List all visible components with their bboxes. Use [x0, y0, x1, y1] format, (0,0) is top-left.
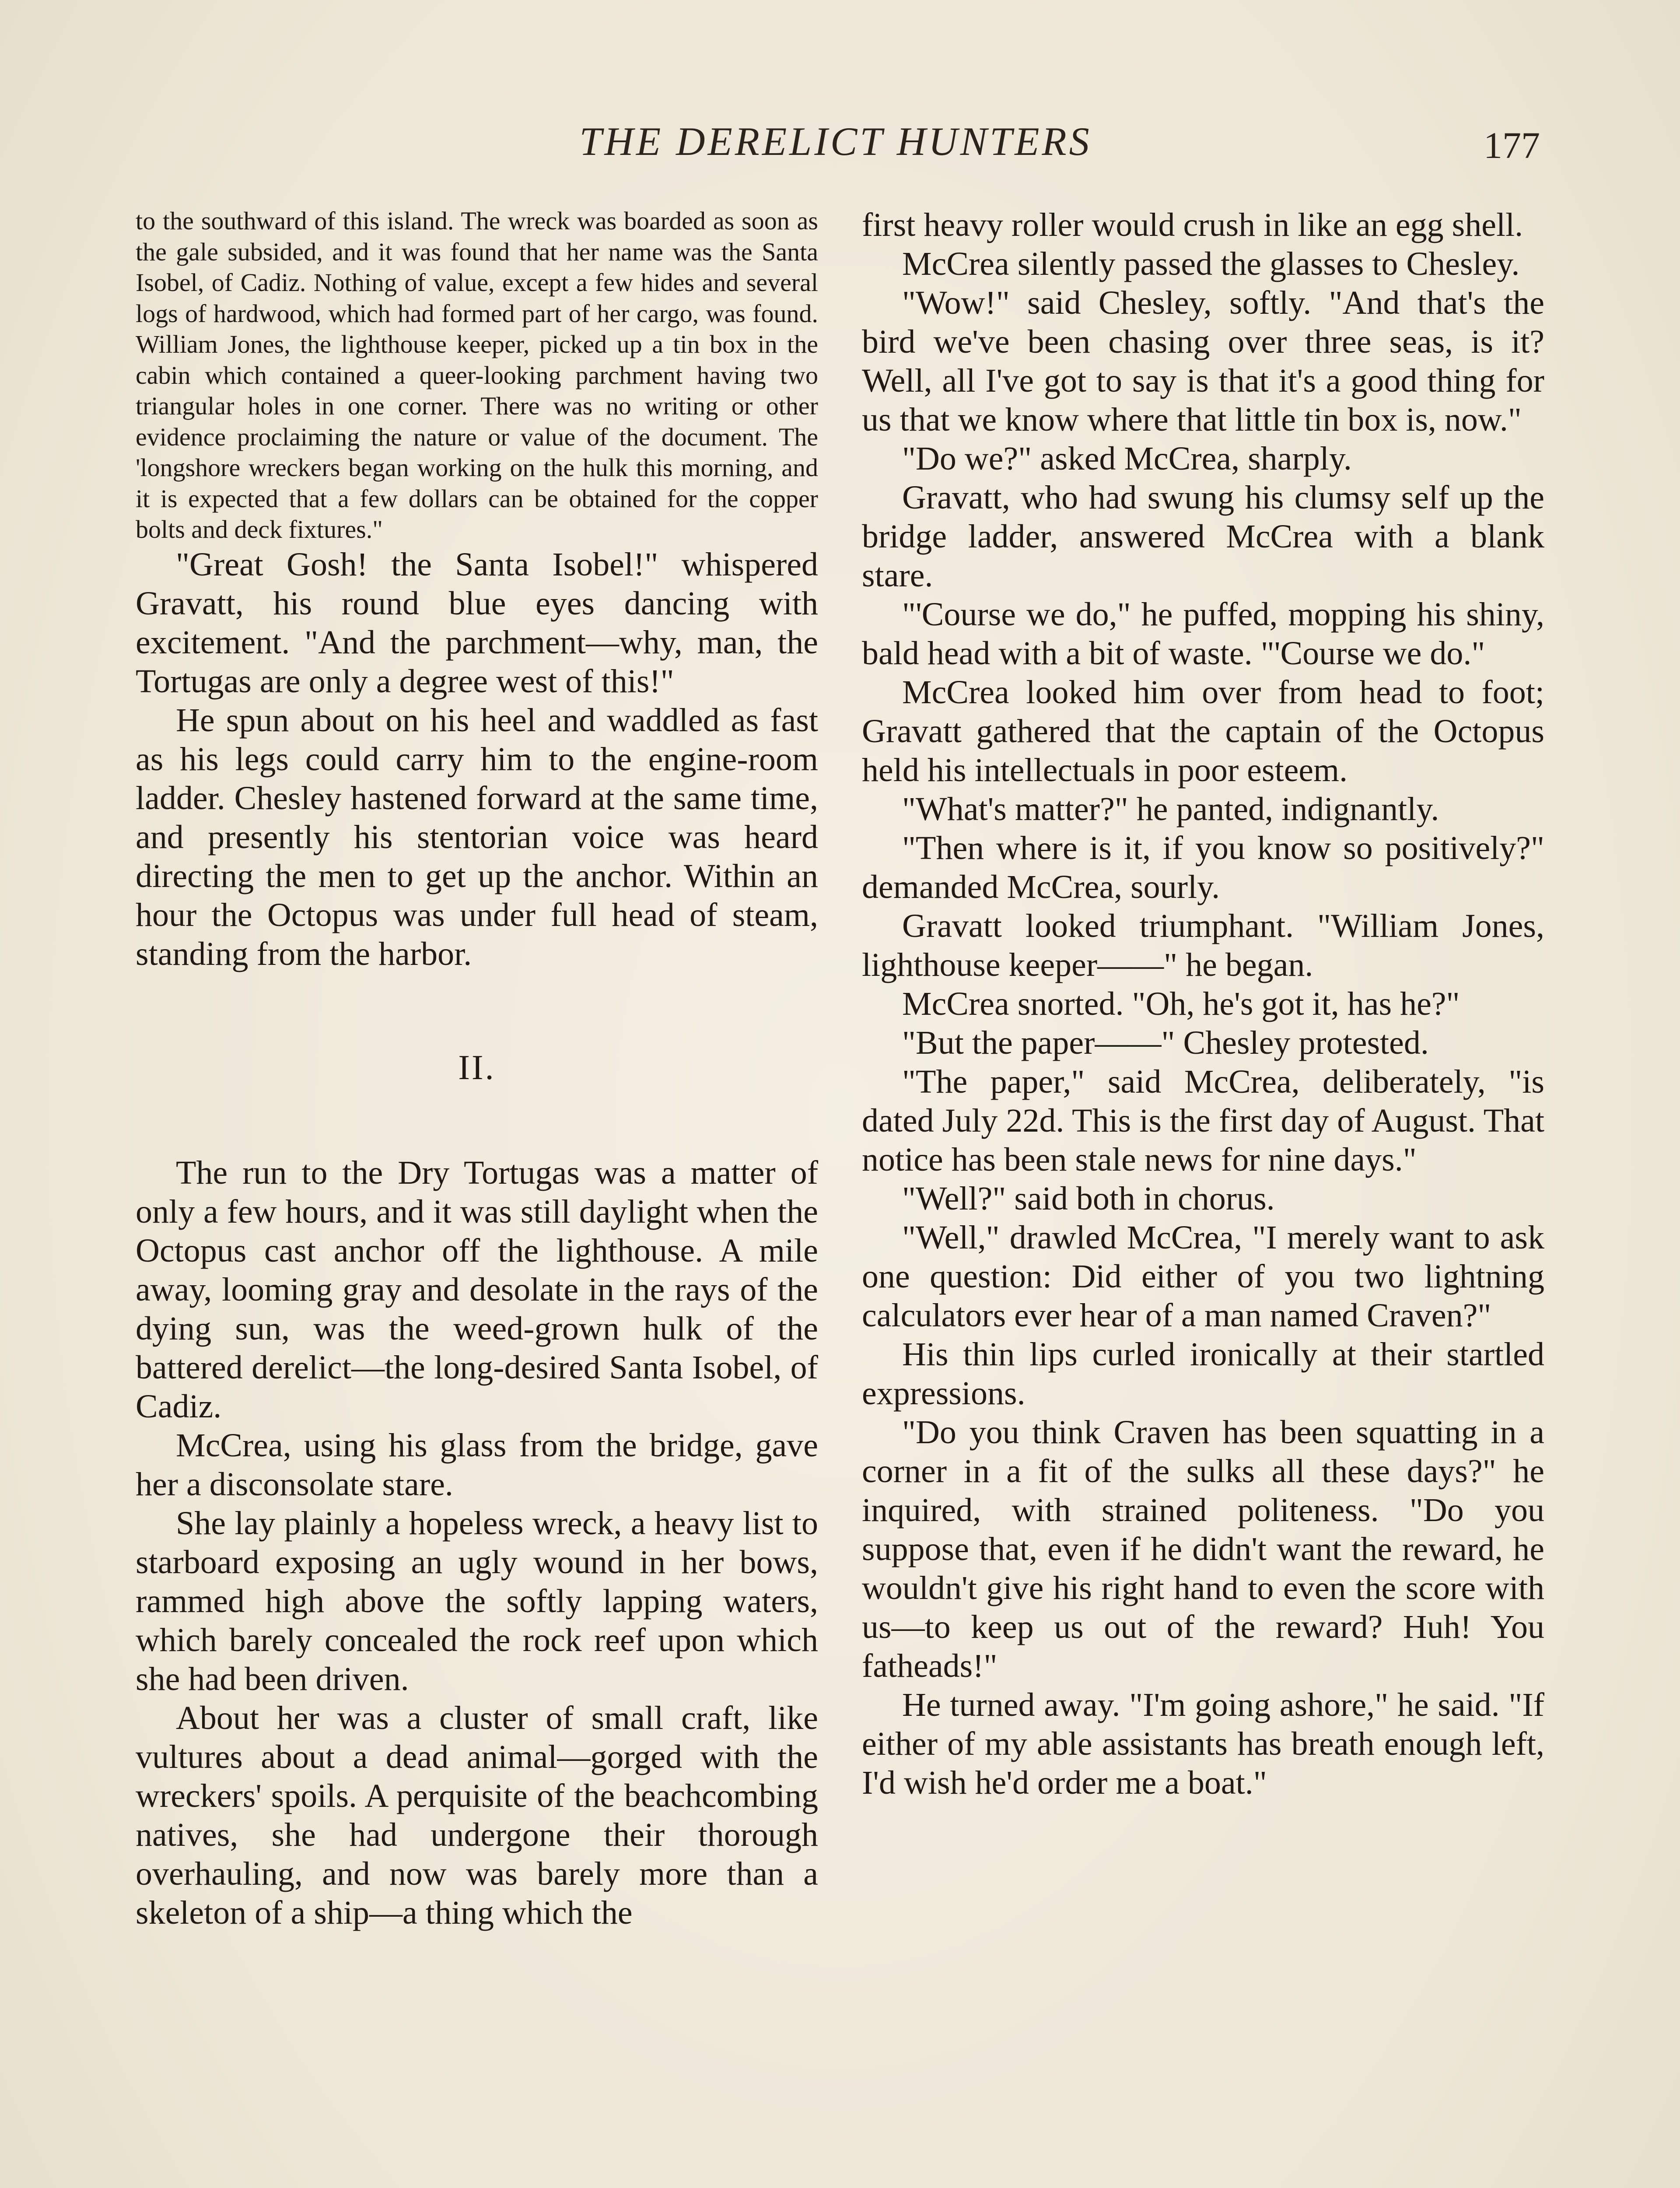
right-body: [862, 206, 1544, 1802]
paragraph: "Well?" said both in chorus.: [902, 1180, 1275, 1217]
newspaper-extract: to the southward of this island. The wreck was boarded as soon as the gale subsided, and it was found that her name was the Santa Isobel, of Cadiz. Nothing of value, except a few hides and several logs of hardwood, which had formed part of her cargo, was found. William Jones, the lighthouse keeper, picked up a tin box in the cabin which contained a queer-looking parchment having two triangular holes in one corner. There was no writing or other evidence proclaiming the nature or value of the document. The 'longshore wreckers began working on the hulk this morning, and it is expected that a few dollars can be obtained for the copper bolts and deck fixtures.": [136, 207, 818, 543]
paragraph: He turned away. "I'm going ashore," he said. "If either of my able assistants has breath enough left, I'd wish he'd order me a boat.": [862, 1687, 1544, 1801]
paragraph: He spun about on his heel and waddled as fast as his legs could carry him to the engine-room ladder. Chesley hastened forward at the same time, and presently his stentorian voice was heard directing the men to get up the anchor. Within an hour the Octopus was under full head of steam, standing from the harbor.: [136, 701, 818, 972]
paragraph: "But the paper——" Chesley protested.: [902, 1024, 1429, 1061]
paragraph: "Do you think Craven has been squatting in a corner in a fit of the sulks all these days?" he inquired, with strained politeness. "Do you suppose that, even if he didn't want the reward, he wouldn't give his right hand to even the score with us—to keep us out of the reward? Huh! You fatheads!": [862, 1414, 1544, 1684]
page-number: 177: [1484, 124, 1540, 166]
paragraph-continuation: first heavy roller would crush in like an egg shell.: [862, 207, 1523, 243]
paragraph: Gravatt, who had swung his clumsy self up the bridge ladder, answered McCrea with a blank stare.: [862, 479, 1544, 594]
right-column: [862, 206, 1544, 1802]
left-body: [136, 545, 818, 1932]
paragraph: "The paper," said McCrea, deliberately, "is dated July 22d. This is the first day of August. That notice has been stale news for nine days.": [862, 1063, 1544, 1178]
paragraph: About her was a cluster of small craft, like vultures about a dead animal—gorged with the wreckers' spoils. A perquisite of the beachcombing natives, she had undergone their thorough overhauling, and now was barely more than a skeleton of a ship—a thing which the: [136, 1699, 818, 1931]
paragraph: McCrea snorted. "Oh, he's got it, has he?": [902, 985, 1460, 1022]
section-heading: II.: [458, 1048, 496, 1087]
paragraph: "Then where is it, if you know so positively?" demanded McCrea, sourly.: [862, 830, 1544, 905]
paragraph: McCrea, using his glass from the bridge, gave her a disconsolate stare.: [136, 1427, 818, 1503]
paragraph: "What's matter?" he panted, indignantly.: [902, 791, 1439, 828]
paragraph: The run to the Dry Tortugas was a matter of only a few hours, and it was still daylight when the Octopus cast anchor off the lighthouse. A mile away, looming gray and desolate in the rays of the dying sun, was the weed-grown hulk of the battered derelict—the long-desired Santa Isobel, of Cadiz.: [136, 1154, 818, 1425]
paragraph: McCrea silently passed the glasses to Chesley.: [902, 245, 1520, 282]
paragraph: His thin lips curled ironically at their startled expressions.: [862, 1336, 1544, 1412]
left-column: [136, 206, 818, 1932]
paragraph: "Do we?" asked McCrea, sharply.: [902, 440, 1352, 477]
paragraph: McCrea looked him over from head to foot; Gravatt gathered that the captain of the Octopus held his intellectuals in poor esteem.: [862, 674, 1544, 789]
paragraph: She lay plainly a hopeless wreck, a heavy list to starboard exposing an ugly wound in her bows, rammed high above the softly lapping waters, which barely concealed the rock reef upon which she had been driven.: [136, 1504, 818, 1697]
paragraph: "Well," drawled McCrea, "I merely want to ask one question: Did either of you two lightning calculators ever hear of a man named Craven?": [862, 1219, 1544, 1334]
running-title: THE DERELICT HUNTERS: [579, 119, 1092, 164]
paragraph: "Wow!" said Chesley, softly. "And that's the bird we've been chasing over three seas, is it? Well, all I've got to say is that it's a good thing for us that we know where that little tin box is, now.": [862, 284, 1544, 438]
paragraph: "'Course we do," he puffed, mopping his shiny, bald head with a bit of waste. "'Course we do.": [862, 596, 1544, 672]
paragraph: "Great Gosh! the Santa Isobel!" whispered Gravatt, his round blue eyes dancing with excitement. "And the parchment—why, man, the Tortugas are only a degree west of this!": [136, 546, 818, 700]
paragraph: Gravatt looked triumphant. "William Jones, lighthouse keeper——" he began.: [862, 908, 1544, 983]
